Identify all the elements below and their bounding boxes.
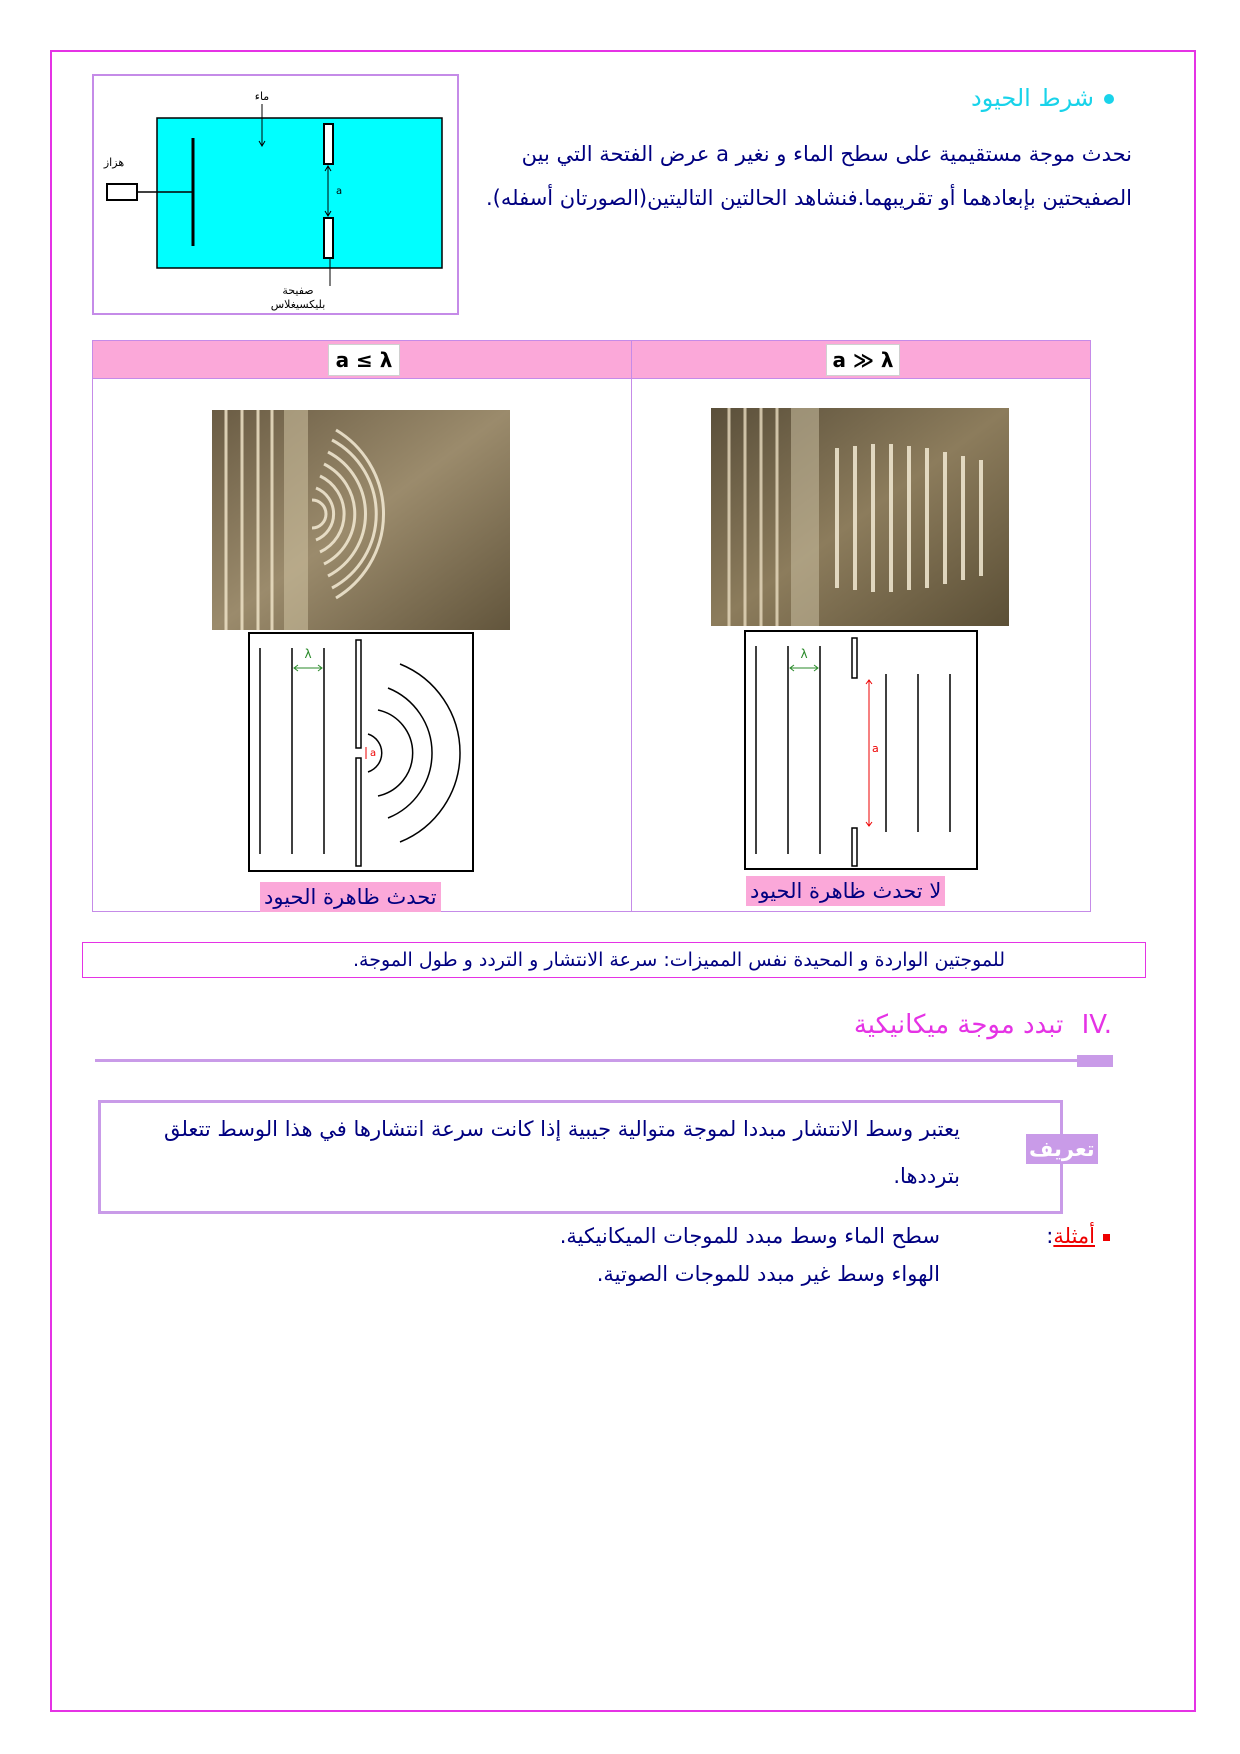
examples-word: أمثلة [1053, 1224, 1095, 1248]
bullet-icon [1104, 94, 1114, 104]
intro-paragraph: نحدث موجة مستقيمية على سطح الماء و نغير a عرض الفتحة التي بين الصفيحتين بإبعادهما أو تقريبهما.فنشاهد الحالتين التاليتين(الصورتان أسفله). [486, 142, 1132, 210]
section-underline-tab [1077, 1055, 1113, 1067]
section-underline [95, 1059, 1113, 1062]
heading-text: شرط الحيود [971, 84, 1094, 112]
water-tank [157, 118, 442, 268]
setup-figure [92, 74, 459, 315]
plate-bottom [324, 218, 333, 258]
water-label: ماء [254, 90, 270, 103]
comparison-header-row [93, 341, 1090, 379]
definition-tag: تعريف [1026, 1134, 1098, 1164]
ripple-tank-diagram [94, 76, 457, 313]
schematic-no-diffraction [744, 630, 978, 870]
section-title [700, 1010, 1112, 1040]
barrier-bottom [356, 758, 361, 866]
gap-label: a [370, 748, 377, 759]
result-no-diffraction: لا تحدث ظاهرة الحيود [746, 876, 945, 906]
plate-top [324, 124, 333, 164]
vibrator-box [107, 184, 137, 200]
bullet-square-icon [1103, 1234, 1110, 1241]
note-box [82, 942, 1146, 978]
lambda-label: λ [304, 647, 312, 661]
photo-diffraction [212, 410, 510, 630]
condition-large-gap: a ≫ λ [826, 344, 900, 376]
comparison-divider [631, 341, 632, 911]
lambda-label: λ [800, 647, 808, 661]
examples-colon: : [1046, 1224, 1054, 1248]
result-diffraction: تحدث ظاهرة الحيود [260, 882, 441, 912]
section-number: IV. [1081, 1010, 1112, 1040]
diffracted-wavefronts [368, 664, 460, 842]
barrier-bottom [852, 828, 857, 866]
example-2: الهواء وسط غير مبدد للموجات الصوتية. [596, 1262, 940, 1286]
heading [900, 84, 1114, 120]
examples-label [1010, 1218, 1110, 1254]
gap-label: a [872, 742, 879, 755]
photo-no-diffraction [711, 408, 1009, 626]
note-text: للموجتين الواردة و المحيدة نفس المميزات: سرعة الانتشار و التردد و طول الموجة. [353, 949, 1005, 971]
barrier-top [356, 640, 361, 748]
example-1: سطح الماء وسط مبدد للموجات الميكانيكية. [559, 1224, 940, 1248]
condition-small-gap: a ≤ λ [328, 344, 400, 376]
barrier-top [852, 638, 857, 678]
plate-label-1: صفيحة [282, 284, 314, 297]
schematic-diffraction [248, 632, 474, 872]
section-title-text: تبدد موجة ميكانيكية [853, 1010, 1064, 1040]
definition-text: يعتبر وسط الانتشار مبددا لموجة متوالية جيبية إذا كانت سرعة انتشارها في هذا الوسط تتعلق بترددها. [163, 1117, 960, 1188]
vibrator-label: هزاز [103, 156, 125, 169]
gap-label: a [336, 186, 343, 197]
plate-label-2: بليكسيغلاس [270, 298, 326, 311]
